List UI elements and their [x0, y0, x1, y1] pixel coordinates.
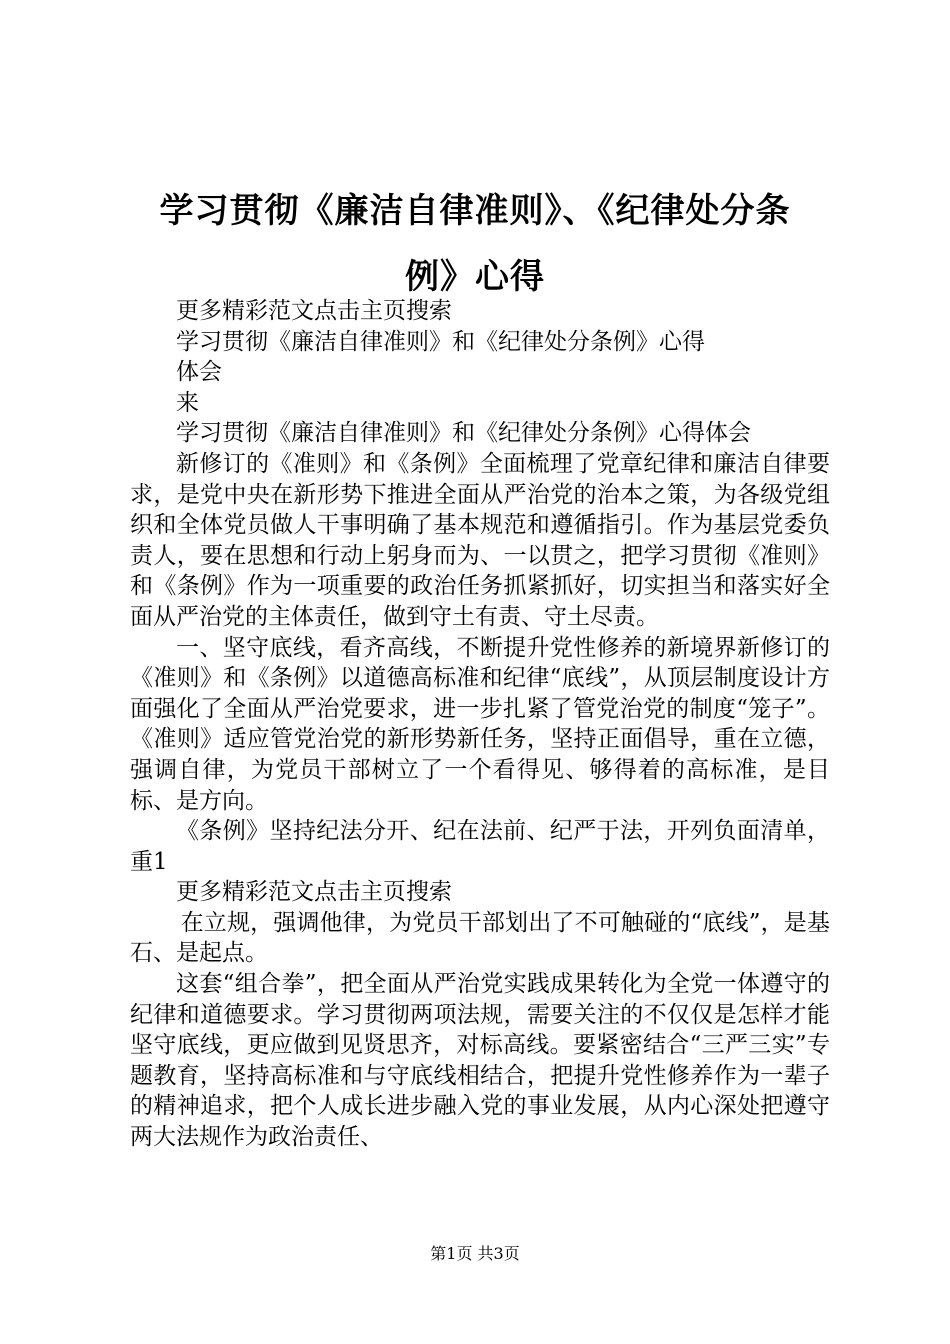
paragraph-source: 来: [176, 389, 199, 416]
paragraph-promo-2: 更多精彩范文点击主页搜索: [176, 879, 452, 906]
paragraph-promo: 更多精彩范文点击主页搜索: [176, 298, 452, 324]
paragraph-regulations: 《条例》坚持纪法分开、纪在法前、纪严于法，开列负面清单，重1: [130, 818, 830, 875]
paragraph-section-one: 一、坚守底线，看齐高线，不断提升党性修养的新境界新修订的《准则》和《条例》以道德高标准和纪律“底线”，从顶层制度设计方面强化了全面从严治党要求，进一步扎紧了管党治党的制度“笼子”。《准则》适应管党治党的新形势新任务，坚持正面倡导，重在立德，强调自律，为党员干部树立了一个看得见、够得着的高标准，是目标、是方向。: [130, 634, 830, 814]
title-line-1: 学习贯彻《廉洁自律准则》、《纪律处分条: [159, 191, 791, 231]
paragraph-bottom-line: 在立规，强调他律，为党员干部划出了不可触碰的“底线”，是基石、是起点。: [130, 909, 830, 967]
paragraph-heading: 学习贯彻《廉洁自律准则》和《纪律处分条例》心得体会: [176, 420, 751, 447]
paragraph-subtitle: 学习贯彻《廉洁自律准则》和《纪律处分条例》心得: [176, 328, 705, 355]
document-body: [130, 296, 830, 1153]
title-line-2: 例》心得: [405, 257, 545, 297]
document-title: [110, 178, 840, 310]
paragraph-combination: 这套“组合拳”，把全面从严治党实践成果转化为全党一体遵守的纪律和道德要求。学习贯彻两项法规，需要关注的不仅仅是怎样才能坚守底线，更应做到见贤思齐，对标高线。要紧密结合“三严三实”专题教育，坚持高标准和与守底线相结合，把提升党性修养作为一辈子的精神追求，把个人成长进步融入党的事业发展，从内心深处把遵守两大法规作为政治责任、: [130, 971, 830, 1151]
paragraph-intro: 新修订的《准则》和《条例》全面梳理了党章纪律和廉洁自律要求，是党中央在新形势下推进全面从严治党的治本之策，为各级党组织和全体党员做人干事明确了基本规范和遵循指引。作为基层党委负责人，要在思想和行动上躬身而为、一以贯之，把学习贯彻《准则》和《条例》作为一项重要的政治任务抓紧抓好，切实担当和落实好全面从严治党的主体责任，做到守土有责、守土尽责。: [130, 450, 830, 630]
paragraph-subtitle-cont: 体会: [176, 359, 222, 386]
page-footer: 第1页 共3页: [430, 1244, 520, 1263]
